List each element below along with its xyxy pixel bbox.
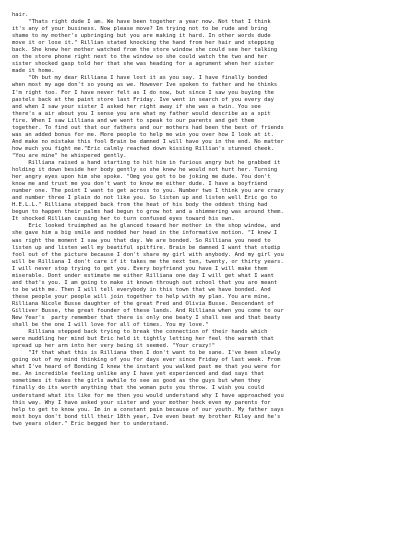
text-line: Rilliana stepped back trying to break the connection of their hands which bbox=[12, 329, 268, 336]
text-line: and when I saw your sister I asked her right away if she was a twin. You see bbox=[12, 103, 261, 110]
text-line: begun to happen their palms had begun to grow hot and a shimmering was around them. bbox=[12, 209, 284, 216]
text-line: "If that what this is Rilliana then I don't want to be sane. I've been slowly bbox=[12, 350, 281, 357]
text-line: Rilliana raised a hand starting to hit him in furious angry but he grabbed it bbox=[12, 159, 281, 166]
text-line: and that's you. I am going to make it known through out school that you are meant bbox=[12, 279, 278, 286]
text-line: she gave him a big smile and nodded her head in the informative motion. "I knew I bbox=[12, 230, 278, 237]
text-line: sometimes it takes the girls awhile to see as good as the guys but when they bbox=[12, 378, 261, 385]
text-line: to be with me. Then I will tell everybody in this town that we have bonded. And bbox=[12, 286, 271, 293]
text-line: It shocked Rillian causing her to turn confused eyes toward his own. bbox=[12, 216, 235, 223]
text-line: "You are mine" he whispered gently. bbox=[12, 152, 127, 159]
text-line: when most my age don't so young as we. However Ive spoken to father and he thinks bbox=[12, 82, 278, 89]
text-line: these people your people will join together to help with my plan. You are mine, bbox=[12, 293, 271, 300]
text-line: holding it down beside her body gently so she knew he would not hurt her. Turning bbox=[12, 167, 278, 174]
text-line: there's a air about you I sense you are what my father would describe as a spit bbox=[12, 110, 271, 117]
text-line: hair. bbox=[12, 12, 29, 18]
text-line: shame to my mother's upbringing but you are making it hard. In other words dude bbox=[12, 33, 271, 40]
text-line: fool out of the picture because I don't share my girl with anybody. And my girl you bbox=[12, 251, 284, 258]
text-line: And make no mistake this fool Brain be damned I will have you in the end. No matter bbox=[12, 138, 284, 145]
story-text bbox=[12, 12, 412, 428]
text-line: back. She knew her mother watched from the store window she could see her talking bbox=[12, 47, 278, 54]
text-line: and number three I plain do not like you. So listen up and listen well Eric go to bbox=[12, 195, 278, 202]
text-line: me. An incredible feeling unlike any I have yet experienced and dad says that bbox=[12, 371, 265, 378]
text-line: know me and trust me you don't want to know me either dude. I have a boyfriend bbox=[12, 181, 268, 188]
text-line: two years older." Eric begged her to understand. bbox=[12, 420, 170, 427]
text-line: her angry eyes upon him she spoke. "Omg you got to be joking me dude. You don't bbox=[12, 174, 271, 181]
text-line: will be Rilliana I don't care if it takes me the next ten, twenty, or thirty years. bbox=[12, 258, 284, 265]
text-line: New Year's party remember that there is only one beaty I shall see and that beaty bbox=[12, 315, 281, 322]
text-line: number one. The point I want to get across to you. Number two I think you are crazy bbox=[12, 188, 284, 195]
text-line: was an added bonus for me. More people to help me win you over how I look at it. bbox=[12, 131, 274, 138]
text-line: Eric looked truimphed as he glanced toward her mother in the shop window, and bbox=[12, 223, 281, 230]
text-line: Gilliver Busse, the great founder of these lands. And Rilliana when you come to our bbox=[12, 307, 284, 314]
text-line: was right the moment I saw you that day. We are bonded. So Rilliana you need to bbox=[12, 237, 271, 244]
text-line: on the store phone right next to the window so she could watch the two and her bbox=[12, 54, 268, 61]
text-line: together. To find out that our fathers and our mothers had been the best of friends bbox=[12, 124, 284, 131]
text-line: fire. When I saw Lilliana and we went to speak to our parents and get them bbox=[12, 117, 255, 124]
text-line: listen up and listen well my beatiful spitfire. Brain be damned I want that studip bbox=[12, 244, 281, 251]
text-line: sister shocked gasp told her that she was heading for a agrument when her sister bbox=[12, 61, 274, 68]
text-line: pastels back at the paint store last Friday. Ive went in search of you every day bbox=[12, 96, 274, 103]
text-line: most boys don't bond till their 18th year, Ive even beat my brother Riley and he's bbox=[12, 413, 281, 420]
text-line: miserable. Dont under estimate me either Rilliana one day I will get what I want bbox=[12, 272, 274, 279]
text-line: what I've heard of Bonding I knew the instant you walked past me that you were for bbox=[12, 364, 281, 371]
text-line: I will never stop trying to get you. Every boyfriend you have I will make them bbox=[12, 265, 268, 272]
text-line: shall be the one I will love for all of times. You my love." bbox=[12, 322, 209, 329]
text-line: "Oh but my dear Rilliana I have lost it as you say. I have finally bonded bbox=[12, 75, 268, 82]
text-line: were muddling her mind but Eric held it tightly letting her feel the warmth that bbox=[12, 336, 274, 343]
text-line: H.E.L.L." Rilliana stepped back from the heat of his body the oddest thing had bbox=[12, 202, 268, 209]
text-line: finally do its worth anything that the woman puts you throw. I wish you could bbox=[12, 385, 265, 392]
text-line: help to get to know you. Im in a constant pain because of our youth. My father says bbox=[12, 406, 284, 413]
text-line: spread up her arm into her very being it seemed. "Your crazy!" bbox=[12, 343, 215, 350]
text-line: "Thats right dude I am. We have been together a year now. Not that I think bbox=[12, 19, 271, 26]
text-line: Rilliana Nicole Busse daughter of the great Fred and Olivia Busse. Descendant of bbox=[12, 300, 274, 307]
text-line: move it or lose it." Rillian stated knocking the hand from her hair and stepping bbox=[12, 40, 274, 47]
text-line: going out of my mind thinking of you for days ever since Friday of last week. From bbox=[12, 357, 281, 364]
text-line: made it home. bbox=[12, 68, 55, 75]
text-line: this way. Why I have asked your sister and your mother heck even my parents for bbox=[12, 399, 271, 406]
text-line: understand what its like for me then you would understand why I have approached you bbox=[12, 392, 284, 399]
text-line: how much you fight me."Eric calmly reached down kissing Rillian's stunned cheek. bbox=[12, 145, 274, 152]
text-line: it's any of your business. Now please move? Im trying not to be rude and bring bbox=[12, 26, 268, 33]
text-line: I'm right too. For I have never felt as I do now, but since I saw you buying the bbox=[12, 89, 274, 96]
